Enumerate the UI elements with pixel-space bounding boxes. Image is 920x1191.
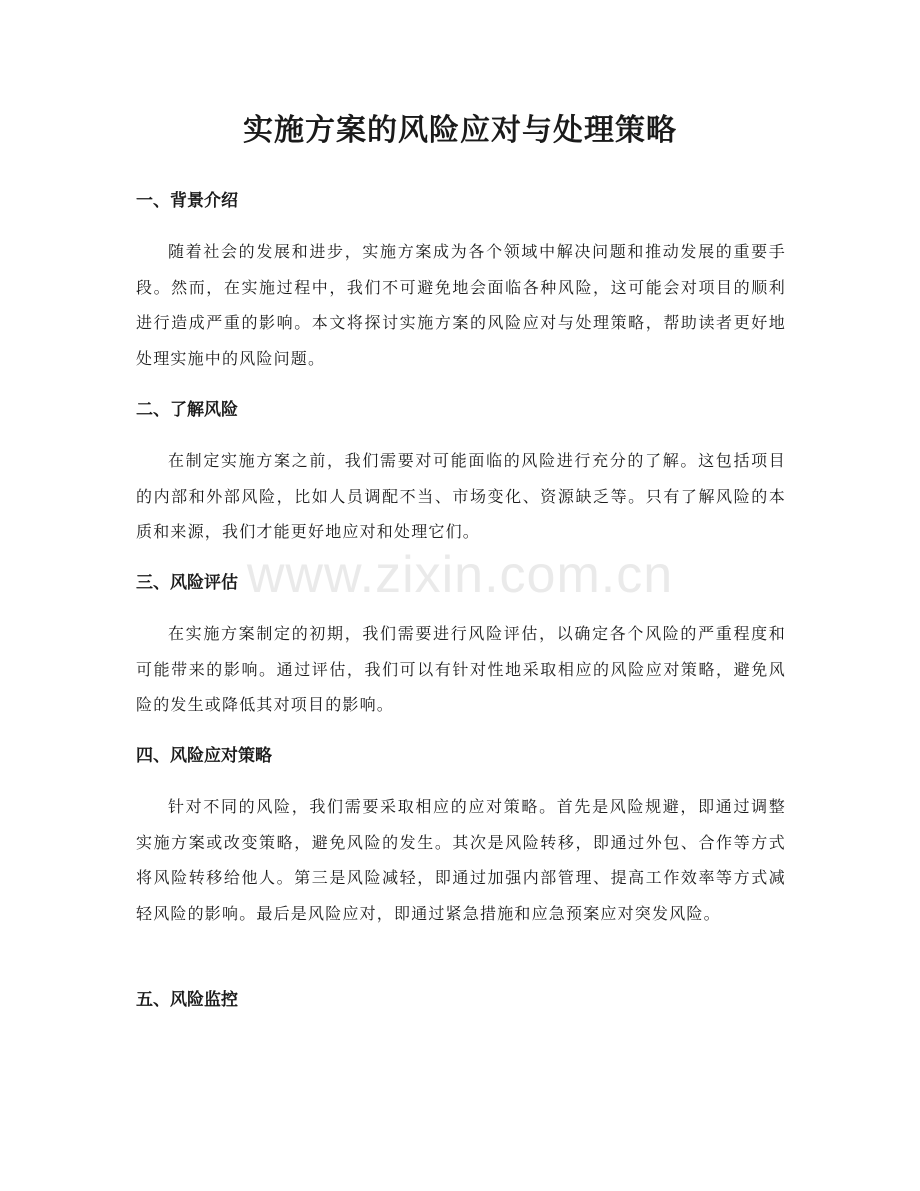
section-heading-understand-risk: 二、了解风险 <box>136 400 238 420</box>
section-paragraph-understand-risk: 在制定实施方案之前，我们需要对可能面临的风险进行充分的了解。这包括项目的内部和外部风险，比如人员调配不当、市场变化、资源缺乏等。只有了解风险的本质和来源，我们才能更好地应对和处理它们。 <box>136 451 786 541</box>
section-heading-risk-strategy: 四、风险应对策略 <box>136 746 272 766</box>
section-paragraph-risk-assessment: 在实施方案制定的初期，我们需要进行风险评估，以确定各个风险的严重程度和可能带来的影响。通过评估，我们可以有针对性地采取相应的风险应对策略，避免风险的发生或降低其对项目的影响。 <box>136 624 786 714</box>
document-title: 实施方案的风险应对与处理策略 <box>243 113 677 148</box>
section-paragraph-risk-strategy: 针对不同的风险，我们需要采取相应的应对策略。首先是风险规避，即通过调整实施方案或改变策略，避免风险的发生。其次是风险转移，即通过外包、合作等方式将风险转移给他人。第三是风险减轻，即通过加强内部管理、提高工作效率等方式减轻风险的影响。最后是风险应对，即通过紧急措施和应急预案应对突发风险。 <box>136 797 786 923</box>
section-heading-background: 一、背景介绍 <box>136 191 238 211</box>
section-heading-risk-assessment: 三、风险评估 <box>136 573 238 593</box>
watermark-text: www.zixin.com.cn <box>246 546 674 604</box>
section-heading-risk-monitoring: 五、风险监控 <box>136 990 238 1010</box>
section-paragraph-background: 随着社会的发展和进步，实施方案成为各个领域中解决问题和推动发展的重要手段。然而，在实施过程中，我们不可避免地会面临各种风险，这可能会对项目的顺利进行造成严重的影响。本文将探讨实施方案的风险应对与处理策略，帮助读者更好地处理实施中的风险问题。 <box>136 242 786 368</box>
